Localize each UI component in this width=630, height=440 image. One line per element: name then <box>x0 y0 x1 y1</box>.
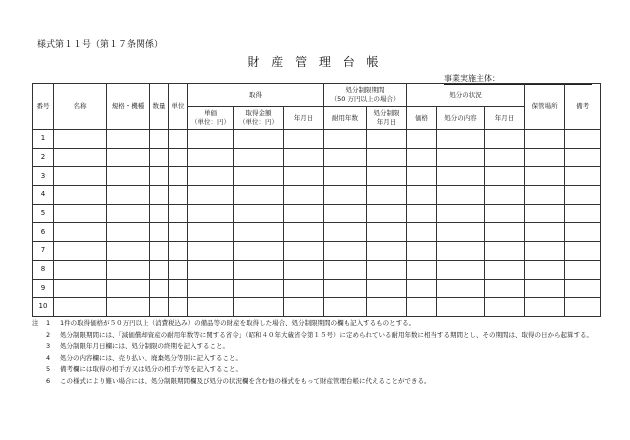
table-cell[interactable] <box>54 204 107 223</box>
note-number: 4 <box>46 353 51 362</box>
note-item <box>32 354 612 363</box>
table-cell[interactable] <box>525 242 565 261</box>
table-cell[interactable] <box>437 167 485 186</box>
table-cell[interactable] <box>407 260 437 279</box>
table-cell[interactable] <box>188 298 234 317</box>
table-cell[interactable] <box>150 204 169 223</box>
table-cell[interactable] <box>234 167 284 186</box>
table-cell[interactable] <box>565 148 601 167</box>
table-cell[interactable] <box>107 204 150 223</box>
table-cell[interactable] <box>437 260 485 279</box>
table-cell[interactable] <box>234 223 284 242</box>
header-limit-line2: （50 万円以上の場合） <box>330 95 400 103</box>
table-cell[interactable] <box>169 186 188 205</box>
table-cell[interactable] <box>284 204 324 223</box>
table-cell[interactable] <box>367 130 407 149</box>
table-cell[interactable] <box>188 186 234 205</box>
table-cell[interactable] <box>324 148 367 167</box>
table-cell[interactable] <box>324 279 367 298</box>
table-cell[interactable] <box>565 260 601 279</box>
header-acq-amount-label: 取得金額 <box>245 109 272 118</box>
note-item <box>32 331 612 340</box>
table-cell[interactable] <box>485 148 525 167</box>
row-number: 5 <box>33 204 54 223</box>
header-unit-price-unit: （単位：円） <box>191 118 230 126</box>
header-disposal-content: 処分の内容 <box>437 107 485 130</box>
table-cell[interactable] <box>407 167 437 186</box>
table-cell[interactable] <box>234 242 284 261</box>
table-cell[interactable] <box>169 148 188 167</box>
note-label <box>32 342 46 351</box>
table-cell[interactable] <box>150 130 169 149</box>
table-cell[interactable] <box>485 298 525 317</box>
table-cell[interactable] <box>150 167 169 186</box>
table-cell[interactable] <box>367 148 407 167</box>
note-label <box>32 365 46 374</box>
table-cell[interactable] <box>150 148 169 167</box>
row-number: 4 <box>33 186 54 205</box>
table-cell[interactable] <box>107 130 150 149</box>
note-number: 3 <box>46 342 51 351</box>
header-unit-price <box>188 107 234 130</box>
table-cell[interactable] <box>234 186 284 205</box>
note-item <box>32 365 612 374</box>
table-cell[interactable] <box>188 242 234 261</box>
table-cell[interactable] <box>565 167 601 186</box>
note-label <box>32 377 46 386</box>
table-cell[interactable] <box>367 186 407 205</box>
ledger-body <box>33 130 601 317</box>
table-row <box>33 298 601 317</box>
table-row <box>33 130 601 149</box>
header-number: 番号 <box>33 84 54 130</box>
table-row <box>33 223 601 242</box>
table-cell[interactable] <box>437 242 485 261</box>
table-cell[interactable] <box>150 298 169 317</box>
table-cell[interactable] <box>54 223 107 242</box>
table-cell[interactable] <box>169 242 188 261</box>
table-cell[interactable] <box>565 204 601 223</box>
table-cell[interactable] <box>107 223 150 242</box>
header-acq-amount <box>234 107 284 130</box>
note-text: 備考欄には取得の相手方又は処分の相手方等を記入すること。 <box>60 365 242 374</box>
note-text: 処分制限期間には、「減価償却資産の耐用年数等に関する省令」（昭和４０年大蔵省令第１５号）に定められている耐用年数に相当する期間とし、その期間は、取得の日から起算する。 <box>60 330 593 339</box>
table-cell[interactable] <box>169 223 188 242</box>
table-cell[interactable] <box>107 279 150 298</box>
table-cell[interactable] <box>284 223 324 242</box>
table-cell[interactable] <box>367 167 407 186</box>
table-cell[interactable] <box>407 279 437 298</box>
table-cell[interactable] <box>107 167 150 186</box>
table-cell[interactable] <box>150 260 169 279</box>
row-number: 8 <box>33 260 54 279</box>
table-cell[interactable] <box>367 260 407 279</box>
table-cell[interactable] <box>437 186 485 205</box>
table-cell[interactable] <box>525 148 565 167</box>
header-limit-end-date <box>367 107 407 130</box>
entity-label: 事業実施主体： <box>444 73 592 85</box>
table-cell[interactable] <box>565 130 601 149</box>
table-cell[interactable] <box>188 130 234 149</box>
header-limit-end-line1: 処分制限 <box>373 109 400 118</box>
note-label <box>32 331 46 340</box>
table-row <box>33 167 601 186</box>
row-number: 9 <box>33 279 54 298</box>
table-cell[interactable] <box>407 186 437 205</box>
note-number: 6 <box>46 377 51 386</box>
table-cell[interactable] <box>284 279 324 298</box>
table-cell[interactable] <box>150 186 169 205</box>
table-cell[interactable] <box>437 204 485 223</box>
table-cell[interactable] <box>565 186 601 205</box>
table-cell[interactable] <box>437 130 485 149</box>
table-cell[interactable] <box>367 298 407 317</box>
table-cell[interactable] <box>367 242 407 261</box>
header-acq-amount-unit: （単位：円） <box>239 118 278 126</box>
table-cell[interactable] <box>407 130 437 149</box>
table-cell[interactable] <box>565 242 601 261</box>
note-text: この様式により難い場合には、処分制限期間欄及び処分の状況欄を含む他の様式をもって財産管理台帳に代えることができる。 <box>60 377 431 386</box>
table-cell[interactable] <box>107 260 150 279</box>
table-cell[interactable] <box>407 223 437 242</box>
table-cell[interactable] <box>437 223 485 242</box>
header-limit-line1: 処分制限期間 <box>345 86 385 95</box>
header-disposal-group: 処分の状況 <box>407 84 525 107</box>
table-cell[interactable] <box>169 260 188 279</box>
table-row <box>33 279 601 298</box>
table-cell[interactable] <box>525 186 565 205</box>
table-cell[interactable] <box>437 298 485 317</box>
table-cell[interactable] <box>324 242 367 261</box>
table-cell[interactable] <box>188 279 234 298</box>
header-storage: 保管場所 <box>525 84 565 130</box>
table-cell[interactable] <box>107 148 150 167</box>
header-name: 名称 <box>54 84 107 130</box>
table-cell[interactable] <box>54 186 107 205</box>
table-cell[interactable] <box>54 242 107 261</box>
table-cell[interactable] <box>324 130 367 149</box>
table-cell[interactable] <box>367 204 407 223</box>
table-cell[interactable] <box>234 260 284 279</box>
table-cell[interactable] <box>284 186 324 205</box>
table-cell[interactable] <box>367 223 407 242</box>
table-cell[interactable] <box>485 130 525 149</box>
table-cell[interactable] <box>188 167 234 186</box>
table-cell[interactable] <box>107 298 150 317</box>
table-cell[interactable] <box>284 242 324 261</box>
table-cell[interactable] <box>525 204 565 223</box>
table-cell[interactable] <box>284 148 324 167</box>
table-cell[interactable] <box>324 260 367 279</box>
row-number: 2 <box>33 148 54 167</box>
row-number: 1 <box>33 130 54 149</box>
header-quantity: 数量 <box>150 84 169 130</box>
header-unit: 単位 <box>169 84 188 130</box>
note-number: 1 <box>46 319 51 327</box>
table-cell[interactable] <box>234 148 284 167</box>
property-ledger-table <box>32 83 601 317</box>
table-cell[interactable] <box>169 204 188 223</box>
table-row <box>33 204 601 223</box>
form-number: 様式第１１号（第１７条関係） <box>37 40 164 50</box>
table-row <box>33 242 601 261</box>
table-cell[interactable] <box>188 223 234 242</box>
table-cell[interactable] <box>234 279 284 298</box>
header-unit-price-label: 単価 <box>204 109 217 118</box>
table-cell[interactable] <box>525 130 565 149</box>
note-number: 5 <box>46 365 51 374</box>
table-cell[interactable] <box>324 298 367 317</box>
table-cell[interactable] <box>525 260 565 279</box>
table-row <box>33 186 601 205</box>
row-number: 7 <box>33 242 54 261</box>
table-cell[interactable] <box>188 260 234 279</box>
table-cell[interactable] <box>407 148 437 167</box>
table-cell[interactable] <box>188 204 234 223</box>
table-cell[interactable] <box>437 148 485 167</box>
table-cell[interactable] <box>367 279 407 298</box>
note-item <box>32 377 612 386</box>
table-cell[interactable] <box>107 186 150 205</box>
row-number: 6 <box>33 223 54 242</box>
header-spec: 規格・機種 <box>107 84 150 130</box>
note-item <box>32 342 612 351</box>
table-cell[interactable] <box>565 279 601 298</box>
table-cell[interactable] <box>324 186 367 205</box>
table-cell[interactable] <box>485 242 525 261</box>
note-label <box>32 354 46 363</box>
table-cell[interactable] <box>324 204 367 223</box>
table-cell[interactable] <box>54 130 107 149</box>
header-useful-life: 耐用年数 <box>324 107 367 130</box>
page-title: 財 産 管 理 台 帳 <box>247 55 383 69</box>
table-row <box>33 260 601 279</box>
table-cell[interactable] <box>169 298 188 317</box>
note-text: 1件の取得価格が５０万円以上（消費税込み）の備品等の財産を取得した場合、処分制限期間の欄も記入するものとする。 <box>60 319 416 327</box>
header-acq-date: 年月日 <box>284 107 324 130</box>
row-number: 3 <box>33 167 54 186</box>
header-limit-group <box>324 84 407 107</box>
table-cell[interactable] <box>169 167 188 186</box>
note-item <box>32 319 612 328</box>
table-cell[interactable] <box>234 298 284 317</box>
notes-list <box>32 319 612 386</box>
table-cell[interactable] <box>324 167 367 186</box>
header-disposal-date: 年月日 <box>485 107 525 130</box>
table-cell[interactable] <box>407 204 437 223</box>
table-cell[interactable] <box>485 204 525 223</box>
row-number: 10 <box>33 298 54 317</box>
table-cell[interactable] <box>485 260 525 279</box>
table-cell[interactable] <box>525 167 565 186</box>
table-cell[interactable] <box>284 260 324 279</box>
table-cell[interactable] <box>54 260 107 279</box>
table-cell[interactable] <box>284 298 324 317</box>
table-cell[interactable] <box>284 130 324 149</box>
table-cell[interactable] <box>565 223 601 242</box>
table-cell[interactable] <box>485 223 525 242</box>
table-cell[interactable] <box>437 279 485 298</box>
table-cell[interactable] <box>525 223 565 242</box>
table-cell[interactable] <box>54 279 107 298</box>
table-cell[interactable] <box>107 242 150 261</box>
header-disposal-price: 価格 <box>407 107 437 130</box>
table-cell[interactable] <box>169 279 188 298</box>
table-cell[interactable] <box>525 279 565 298</box>
table-cell[interactable] <box>234 204 284 223</box>
table-cell[interactable] <box>485 279 525 298</box>
header-remarks: 備考 <box>565 84 601 130</box>
note-number: 2 <box>46 330 51 339</box>
table-cell[interactable] <box>485 167 525 186</box>
table-cell[interactable] <box>407 298 437 317</box>
note-text: 処分制限年月日欄には、処分制限の終期を記入すること。 <box>60 342 229 351</box>
table-cell[interactable] <box>284 167 324 186</box>
table-cell[interactable] <box>485 186 525 205</box>
table-cell[interactable] <box>565 298 601 317</box>
table-cell[interactable] <box>324 223 367 242</box>
table-cell[interactable] <box>150 242 169 261</box>
header-limit-end-line2: 年月日 <box>376 118 397 126</box>
table-cell[interactable] <box>150 279 169 298</box>
notes-section <box>32 319 612 389</box>
header-acquisition-group: 取得 <box>188 84 324 107</box>
table-cell[interactable] <box>150 223 169 242</box>
note-label: 注 <box>32 319 39 327</box>
table-cell[interactable] <box>188 148 234 167</box>
table-cell[interactable] <box>169 130 188 149</box>
table-cell[interactable] <box>54 148 107 167</box>
header-row-1 <box>33 84 601 107</box>
table-cell[interactable] <box>54 298 107 317</box>
table-cell[interactable] <box>54 167 107 186</box>
table-cell[interactable] <box>234 130 284 149</box>
table-cell[interactable] <box>407 242 437 261</box>
table-row <box>33 148 601 167</box>
note-text: 処分の内容欄には、売り払い、廃棄処分等別に記入すること。 <box>60 353 242 362</box>
table-cell[interactable] <box>525 298 565 317</box>
